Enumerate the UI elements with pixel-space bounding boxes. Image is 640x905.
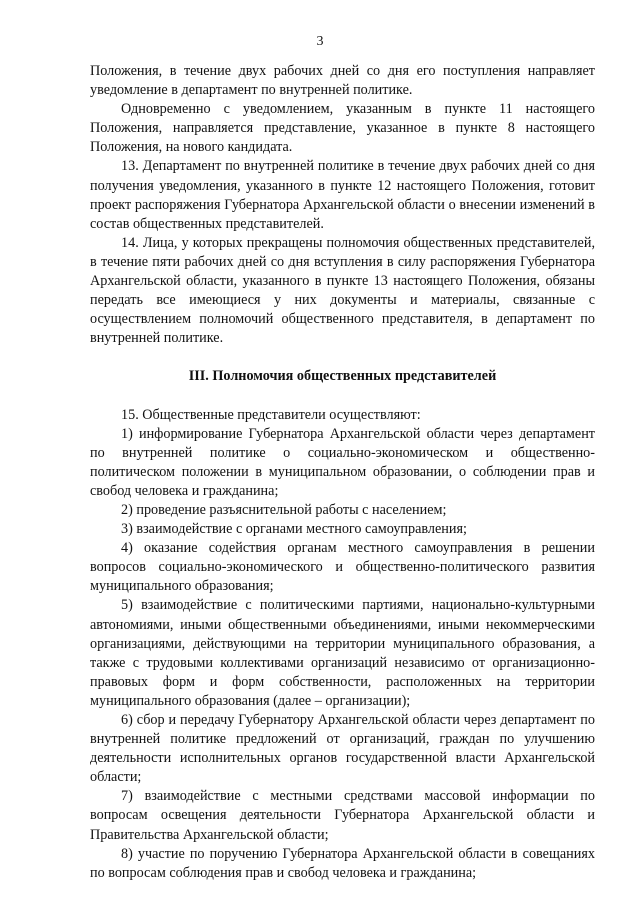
- paragraph-15: 15. Общественные представители осуществляют:: [121, 406, 421, 423]
- list-item-6: 6) сбор и передачу Губернатору Архангельской области через департамент по внутренней политике предложений от организаций, граждан по улучшению деятельности исполнительных органов государственной власти Архангельской области;: [90, 712, 595, 786]
- list-item-1: 1) информирование Губернатора Архангельской области через департамент по внутренней политике о социально-экономическом и общественно-политическом положении в муниципальном образовании, о соблюдении прав и свобод человека и гражданина;: [90, 425, 595, 499]
- list-item-8: 8) участие по поручению Губернатора Архангельской области в совещаниях по вопросам соблюдения прав и свобод человека и гражданина;: [90, 845, 595, 881]
- list-item-7: 7) взаимодействие с местными средствами массовой информации по вопросам освещения деятельности Губернатора Архангельской области и Правительства Архангельской области;: [90, 788, 595, 843]
- paragraph-continuation: Положения, в течение двух рабочих дней со дня его поступления направляет уведомление в департамент по внутренней политике.: [90, 63, 595, 99]
- page-number: 3: [316, 34, 324, 49]
- paragraph-notification: Одновременно с уведомлением, указанным в пункте 11 настоящего Положения, направляется представление, указанное в пункте 8 настоящего Положения, на нового кандидата.: [90, 101, 595, 156]
- list-item-4: 4) оказание содействия органам местного самоуправления в решении вопросов социально-экономического и общественно-политического развития муниципального образования;: [90, 540, 595, 595]
- list-item-5: 5) взаимодействие с политическими партиями, национально-культурными автономиями, иными общественными объединениями, иными некоммерческими организациями, действующими на территории муниципального образования, а также с трудовыми коллективами организаций независимо от организационно-правовых форм и форм собственности, расположенных на территории муниципального образования (далее – организации);: [90, 597, 595, 709]
- document-body: [90, 62, 595, 883]
- list-item-3: 3) взаимодействие с органами местного самоуправления;: [121, 521, 467, 538]
- list-item-2: 2) проведение разъяснительной работы с населением;: [121, 501, 447, 518]
- section-heading: III. Полномочия общественных представителей: [188, 368, 497, 385]
- paragraph-14: 14. Лица, у которых прекращены полномочия общественных представителей, в течение пяти рабочих дней со дня вступления в силу распоряжения Губернатора Архангельской области, указанного в пункте 13 настоящего Положения, обязаны передать все имеющиеся у них документы и материалы, связанные с осуществлением полномочий общественного представителя, в департамент по внутренней политике.: [90, 234, 595, 347]
- paragraph-13: 13. Департамент по внутренней политике в течение двух рабочих дней со дня получения уведомления, указанного в пункте 12 настоящего Положения, готовит проект распоряжения Губернатора Архангельской области о внесении изменений в состав общественных представителей.: [90, 158, 595, 232]
